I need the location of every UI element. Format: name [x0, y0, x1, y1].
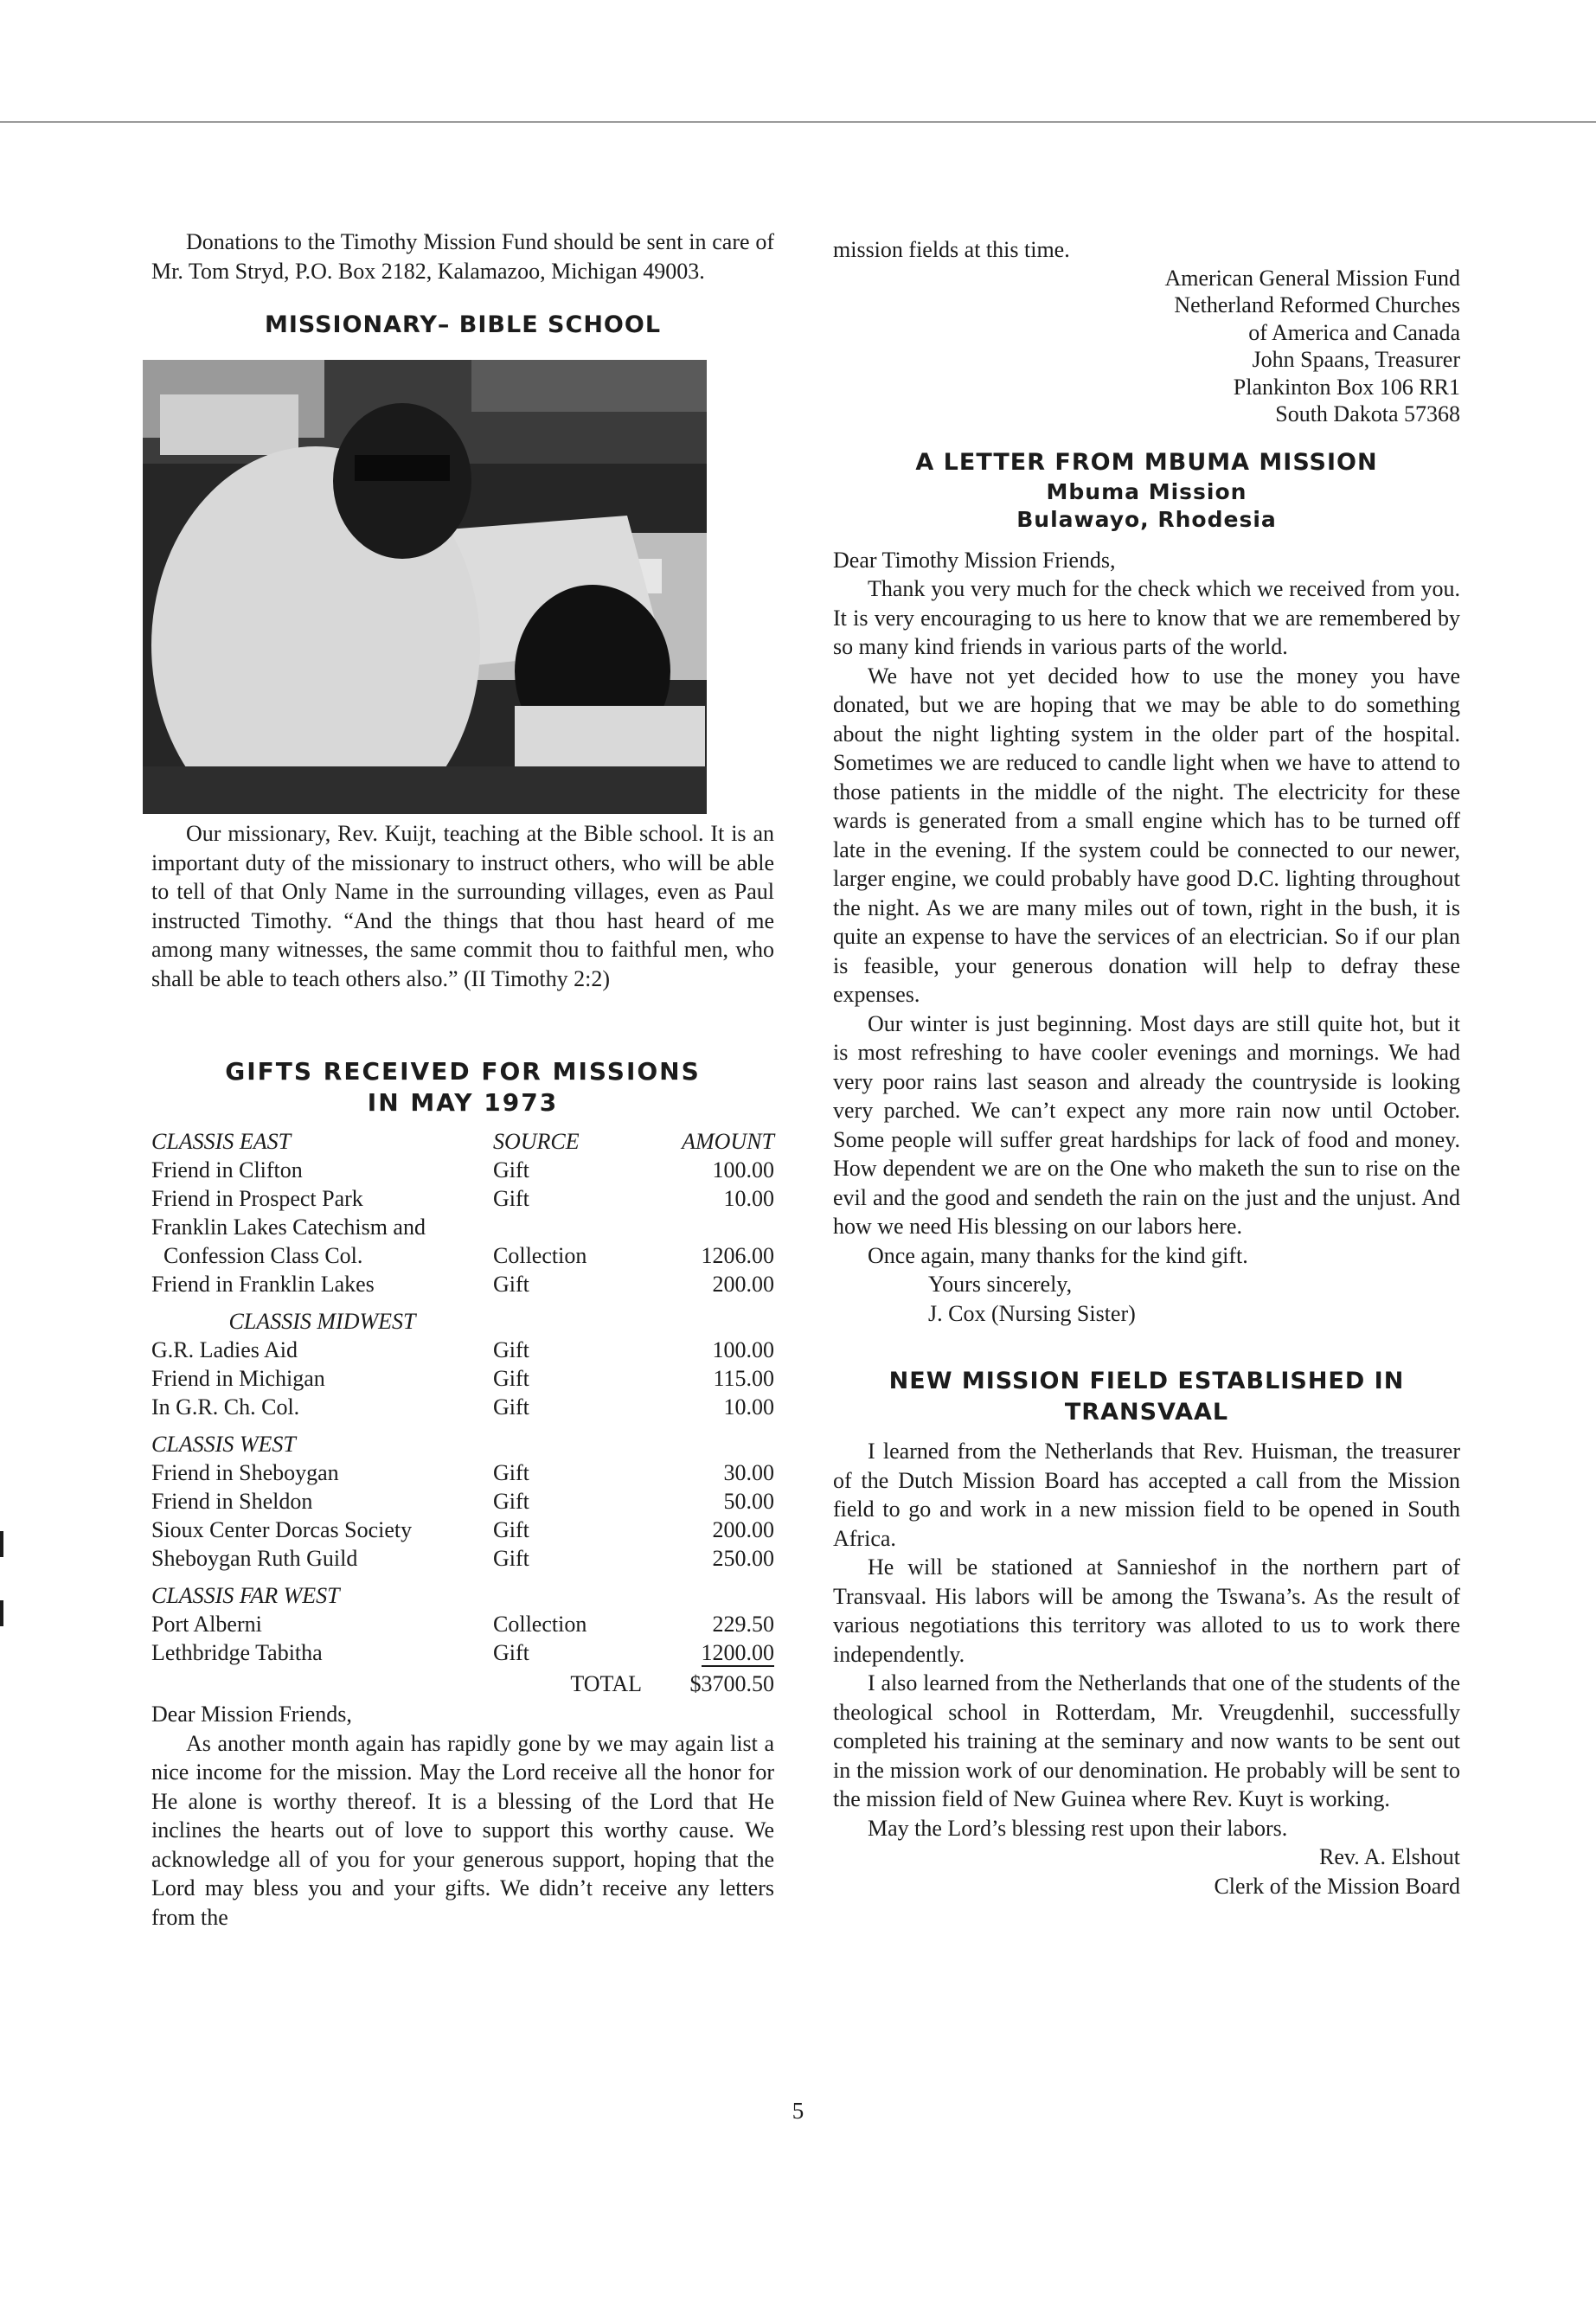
donation-source: Gift — [493, 1640, 529, 1665]
classis-farwest-row — [151, 1573, 774, 1610]
donation-amount: 10.00 — [723, 1394, 774, 1420]
gifts-subheading: IN MAY 1973 — [367, 1088, 559, 1117]
transvaal-paragraph: He will be stationed at Sannieshof in the northern part of Transvaal. His labors will be among the Tswana’s. As the result of various negotiations this territory was alloted to us to work there independently. — [833, 1554, 1460, 1667]
donation-source: Gift — [493, 1394, 529, 1420]
mbuma-paragraph: Our winter is just beginning. Most days are still quite hot, but it is most refreshing to have cooler evenings and mornings. We had very poor rains last season and already the countryside is looking very parched. We can’t expect any more rain now until October. Some people will suffer great hardships for lack of food and money. How dependent we are on the One who maketh the sun to rise on the evil and the good and sendeth the rain on the just and the unjust. And how we need His blessing on our labors here. — [833, 1010, 1460, 1239]
right-column — [833, 235, 1460, 1900]
donor-name: Sheboygan Ruth Guild — [151, 1546, 358, 1571]
donation-amount: 229.50 — [712, 1612, 774, 1637]
donation-source: Gift — [493, 1186, 529, 1211]
table-header-row — [151, 1127, 774, 1156]
mbuma-salutation: Dear Timothy Mission Friends, — [833, 547, 1116, 573]
page-number: 5 — [792, 2098, 804, 2124]
donation-source: Gift — [493, 1157, 529, 1183]
transvaal-signer-title: Clerk of the Mission Board — [1214, 1873, 1460, 1899]
donor-name: Franklin Lakes Catechism and — [151, 1215, 426, 1240]
donor-name: Friend in Sheboygan — [151, 1460, 339, 1485]
donation-amount: 200.00 — [712, 1272, 774, 1297]
donation-source: Collection — [493, 1243, 587, 1268]
table-row — [151, 1487, 774, 1516]
table-row — [151, 1458, 774, 1487]
source-header: SOURCE — [493, 1129, 580, 1154]
address-line: American General Mission Fund — [1164, 265, 1460, 291]
table-row — [151, 1156, 774, 1184]
donation-amount — [657, 1213, 774, 1241]
transvaal-paragraph: I also learned from the Netherlands that one of the students of the theological school in Rotterdam, Mr. Vreugdenhil, successfully completed his training at the seminary and now wants to be sent out in the mission work of our denomination. He probably will be sent to the mission field of New Guinea where Rev. Kuyt is working. — [833, 1670, 1460, 1811]
continued-text: mission fields at this time. — [833, 237, 1070, 262]
donation-amount: 115.00 — [713, 1366, 774, 1391]
photo-caption: Our missionary, Rev. Kuijt, teaching at the Bible school. It is an important duty of the missionary to instruct others, who will be able to tell of that Only Name in the surrounding villages, even as Paul instructed Timothy. “And the things that thou hast heard of me among many witnesses, the same commit thou to faithful men, who shall be able to teach others also.” (II Timothy 2:2) — [151, 821, 774, 991]
table-row — [151, 1393, 774, 1421]
photo-illustration — [143, 360, 707, 814]
table-row — [151, 1516, 774, 1544]
fund-address — [833, 265, 1460, 428]
donor-name: G.R. Ladies Aid — [151, 1337, 298, 1362]
donation-source: Gift — [493, 1272, 529, 1297]
table-row — [151, 1544, 774, 1573]
mbuma-closing: Yours sincerely, — [928, 1272, 1073, 1297]
donor-name: Sioux Center Dorcas Society — [151, 1517, 413, 1542]
transvaal-signer: Rev. A. Elshout — [1319, 1844, 1460, 1869]
donation-amount: 200.00 — [712, 1517, 774, 1542]
amount-header: AMOUNT — [682, 1129, 774, 1154]
mbuma-paragraph: Thank you very much for the check which we received from you. It is very encouraging to us here to know that we are remembered by so many kind friends in various parts of the world. — [833, 576, 1460, 659]
donation-source: Collection — [493, 1612, 587, 1637]
classis-midwest-label: CLASSIS MIDWEST — [228, 1309, 416, 1334]
donation-source: Gift — [493, 1460, 529, 1485]
table-row — [151, 1610, 774, 1638]
donation-source: Gift — [493, 1337, 529, 1362]
donation-note: Donations to the Timothy Mission Fund should be sent in care of Mr. Tom Stryd, P.O. Box 2182, Kalamazoo, Michigan 49003. — [151, 229, 774, 284]
table-row — [151, 1241, 774, 1270]
mbuma-heading: A LETTER FROM MBUMA MISSION — [915, 448, 1378, 476]
total-row — [151, 1667, 774, 1698]
address-line: Netherland Reformed Churches — [1174, 292, 1460, 317]
table-row — [151, 1184, 774, 1213]
donation-source: Gift — [493, 1517, 529, 1542]
table-row — [151, 1270, 774, 1298]
donation-amount: 10.00 — [723, 1186, 774, 1211]
table-row — [151, 1638, 774, 1667]
last-amount-underlined: 1200.00 — [701, 1640, 774, 1665]
gifts-heading: GIFTS RECEIVED FOR MISSIONS — [225, 1057, 701, 1086]
donor-name: Friend in Sheldon — [151, 1489, 313, 1514]
classis-farwest-label: CLASSIS FAR WEST — [151, 1583, 340, 1608]
table-row — [151, 1213, 774, 1241]
address-line: Plankinton Box 106 RR1 — [1233, 374, 1460, 400]
gifts-section — [151, 1056, 774, 1698]
table-row — [151, 1336, 774, 1364]
donation-amount: 50.00 — [723, 1489, 774, 1514]
donor-name: Port Alberni — [151, 1612, 262, 1637]
mbuma-paragraph: Once again, many thanks for the kind gift. — [868, 1242, 1248, 1268]
donor-name: Lethbridge Tabitha — [151, 1640, 323, 1665]
address-line: of America and Canada — [1248, 319, 1460, 345]
donation-amount: 100.00 — [712, 1157, 774, 1183]
margin-mark — [0, 1600, 3, 1626]
bible-school-heading: MISSIONARY– BIBLE SCHOOL — [264, 311, 662, 338]
donor-name: Friend in Michigan — [151, 1366, 325, 1391]
mbuma-paragraph: We have not yet decided how to use the money you have donated, but we are hoping that we may be able to do something about the night lighting system in the older part of the hospital. Sometimes we are reduced to candle light when we have to attend to those patients in the middle of the night. The electricity for these wards is generated from a small engine which has to be turned off late in the evening. If the system could be connected to our newer, larger engine, we could probably have good D.C. lighting throughout the night. As we are many miles out of town, right in the bush, it is quite an expense to have the services of an electrician. So if our plan is feasible, your generous donation will help to defray these expenses. — [833, 663, 1460, 1007]
donor-name: Friend in Prospect Park — [151, 1186, 363, 1211]
mbuma-location: Bulawayo, Rhodesia — [1016, 506, 1277, 532]
classis-west-label: CLASSIS WEST — [151, 1432, 296, 1457]
donation-amount — [657, 1638, 774, 1667]
total-value: $3700.50 — [689, 1671, 774, 1696]
bible-school-photo — [143, 360, 707, 814]
margin-mark — [0, 1531, 3, 1557]
address-line: John Spaans, Treasurer — [1252, 347, 1460, 372]
classis-west-row — [151, 1421, 774, 1458]
donation-amount: 30.00 — [723, 1460, 774, 1485]
address-line: South Dakota 57368 — [1275, 401, 1460, 426]
donation-amount: 100.00 — [712, 1337, 774, 1362]
donor-name: In G.R. Ch. Col. — [151, 1394, 300, 1420]
transvaal-paragraph: I learned from the Netherlands that Rev. Huisman, the treasurer of the Dutch Mission Board has accepted a call from the Mission field to go and work in a new mission field to be opened in South Africa. — [833, 1439, 1460, 1551]
gifts-table — [151, 1127, 774, 1698]
donation-source — [493, 1213, 657, 1241]
table-row — [151, 1364, 774, 1393]
donor-name: Friend in Clifton — [151, 1157, 303, 1183]
mbuma-signer: J. Cox (Nursing Sister) — [928, 1300, 1136, 1326]
donation-amount: 250.00 — [712, 1546, 774, 1571]
donation-source: Gift — [493, 1546, 529, 1571]
donor-name: Friend in Franklin Lakes — [151, 1272, 375, 1297]
letter-salutation: Dear Mission Friends, — [151, 1702, 352, 1727]
letter-body: As another month again has rapidly gone by we may again list a nice income for the mission. May the Lord receive all the honor for He alone is worthy thereof. It is a blessing of the Lord that He inclines the hearts out of love to support this worthy cause. We acknowledge all of you for your generous support, hoping that the Lord may bless you and your gifts. We didn’t receive any letters from the — [151, 1730, 774, 1930]
donation-source: Gift — [493, 1366, 529, 1391]
transvaal-paragraph: May the Lord’s blessing rest upon their labors. — [868, 1815, 1288, 1841]
classis-east-header: CLASSIS EAST — [151, 1129, 292, 1154]
donation-source: Gift — [493, 1489, 529, 1514]
classis-midwest-row — [151, 1298, 774, 1336]
left-column — [151, 228, 774, 1932]
total-label: TOTAL — [570, 1671, 642, 1696]
mbuma-subheading: Mbuma Mission — [1046, 478, 1247, 504]
transvaal-heading: NEW MISSION FIELD ESTABLISHED IN TRANSVAAL — [888, 1368, 1405, 1426]
donation-amount: 1206.00 — [701, 1243, 774, 1268]
donor-name: Confession Class Col. — [163, 1243, 363, 1268]
